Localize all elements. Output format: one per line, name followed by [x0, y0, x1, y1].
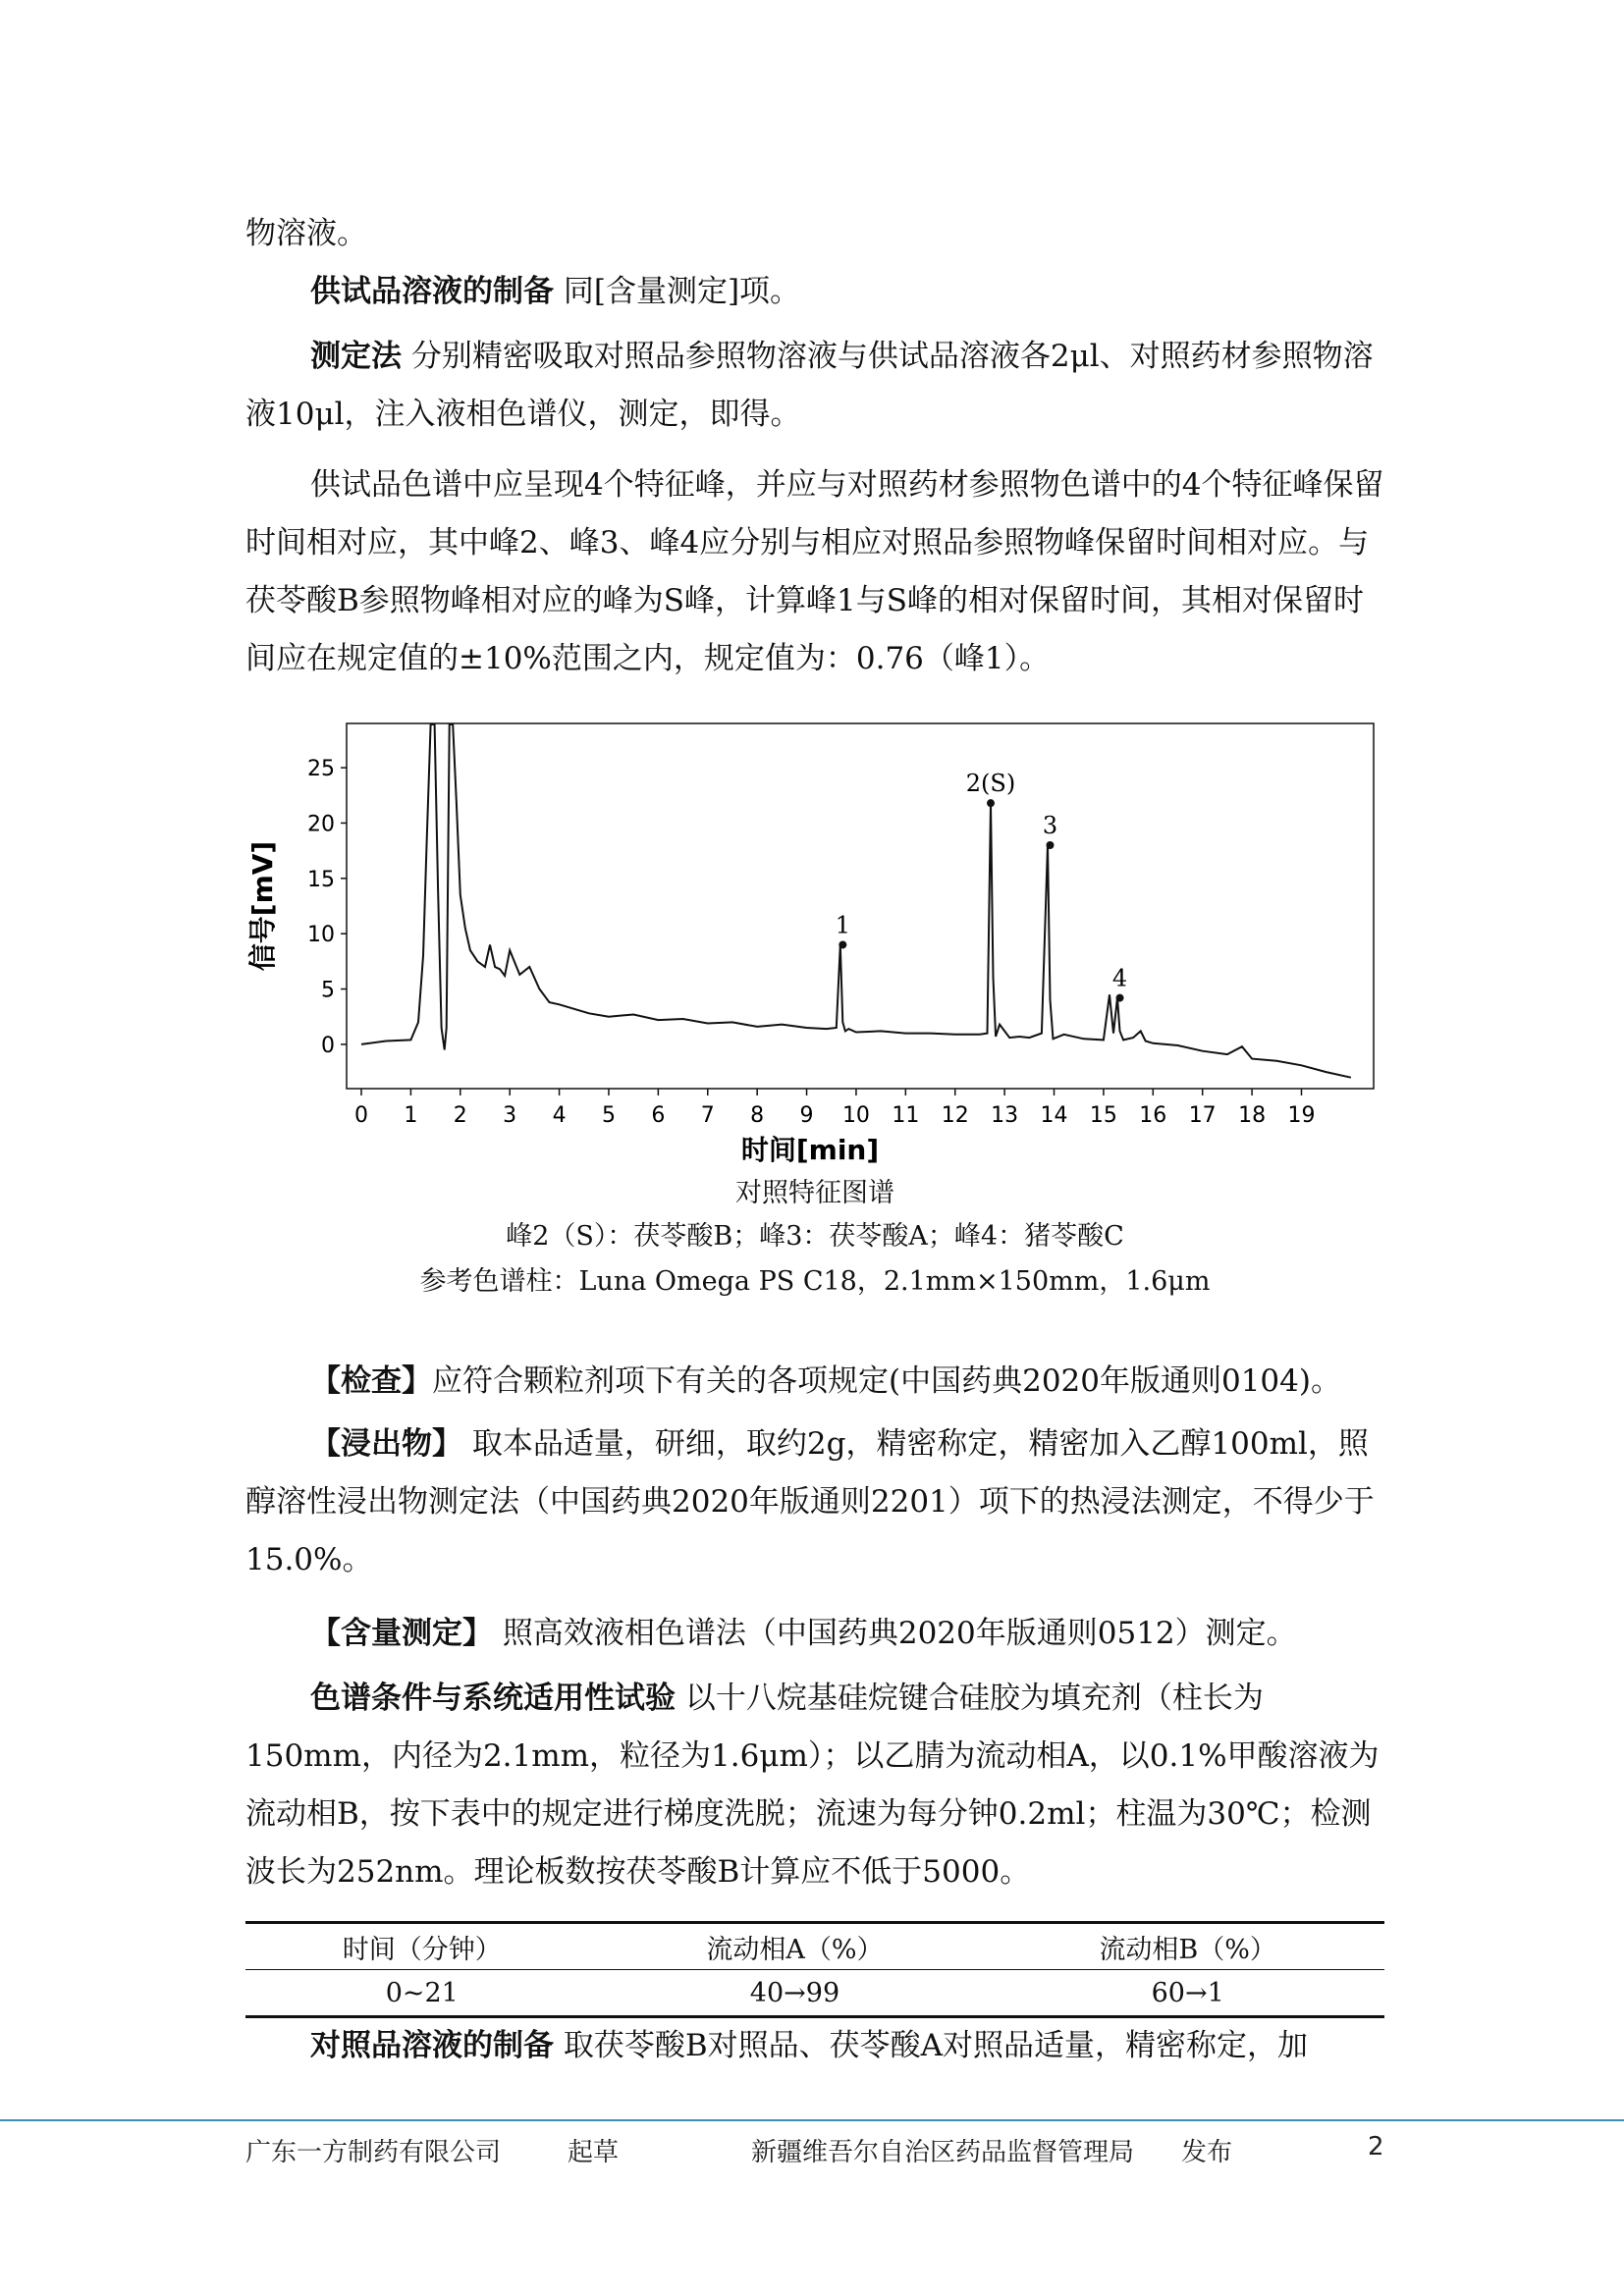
y-tick-label: 25: [307, 757, 335, 782]
figure-column-note: 参考色谱柱：Luna Omega PS C18，2.1mm×150mm，1.6μm: [419, 1266, 1211, 1297]
peak-marker: [1046, 841, 1054, 849]
y-axis-label: 信号[mV]: [246, 840, 279, 972]
x-tick-label: 9: [799, 1103, 814, 1128]
chromatogram-chart: [246, 720, 1380, 1171]
paragraph-text: 照高效液相色谱法（中国药典2020年版通则0512）测定。: [493, 1616, 1297, 1651]
paragraph-extract: [245, 1415, 1384, 1589]
x-tick-label: 12: [941, 1103, 969, 1128]
paragraph-chrom-conditions: [245, 1670, 1384, 1901]
footer-page-number: 2: [1368, 2132, 1384, 2162]
section-label: 色谱条件与系统适用性试验: [310, 1681, 676, 1716]
section-label: 供试品溶液的制备: [310, 274, 554, 309]
y-tick-label: 20: [307, 812, 335, 837]
table-header-time: 时间（分钟）: [245, 1923, 599, 1970]
paragraph-text: 取茯苓酸B对照品、茯苓酸A对照品适量，精密称定，加: [554, 2028, 1309, 2063]
section-label: 【浸出物】: [310, 1426, 462, 1462]
paragraph-reference-prep: [245, 2017, 1384, 2075]
x-tick-label: 2: [453, 1103, 467, 1128]
x-tick-label: 16: [1139, 1103, 1167, 1128]
x-tick-label: 15: [1089, 1103, 1117, 1128]
section-label: 对照品溶液的制备: [310, 2028, 554, 2063]
paragraph-method: [245, 328, 1384, 444]
figure-title: 对照特征图谱: [735, 1178, 894, 1208]
x-tick-label: 19: [1287, 1103, 1316, 1128]
peak-label: 1: [835, 911, 850, 939]
x-tick-label: 7: [700, 1103, 715, 1128]
paragraph-text: 分别精密吸取对照品参照物溶液与供试品溶液各2μl、对照药材参照物溶液10μl，注入液相色谱仪，测定，即得。: [245, 339, 1374, 432]
paragraph-text: 物溶液。: [245, 216, 367, 251]
paragraph-sample-prep: [245, 263, 1384, 321]
x-tick-label: 11: [892, 1103, 920, 1128]
x-tick-label: 0: [354, 1103, 368, 1128]
y-tick-label: 15: [307, 867, 335, 892]
chromatogram-trace: [361, 724, 1351, 1078]
paragraph-assay: [245, 1605, 1384, 1663]
section-label: 【含量测定】: [310, 1616, 493, 1651]
section-label: 【检查】: [310, 1363, 432, 1399]
footer-publish: 发布: [1181, 2138, 1233, 2167]
paragraph-text: 取本品适量，研细，取约2g，精密称定，精密加入乙醇100ml，照醇溶性浸出物测定法（中国药典2020年版通则2201）项下的热浸法测定，不得少于15.0%。: [245, 1426, 1375, 1577]
table-header-phase-b: 流动相B（%）: [991, 1923, 1384, 1970]
table-header-phase-a: 流动相A（%）: [599, 1923, 992, 1970]
peak-label: 2(S): [965, 770, 1016, 798]
chromatogram-svg: [246, 720, 1380, 1171]
peak-marker: [1116, 994, 1124, 1002]
x-tick-label: 18: [1238, 1103, 1267, 1128]
x-tick-label: 8: [750, 1103, 765, 1128]
x-tick-label: 6: [651, 1103, 666, 1128]
paragraph-text: 应符合颗粒剂项下有关的各项规定(中国药典2020年版通则0104)。: [432, 1363, 1341, 1399]
x-tick-label: 17: [1188, 1103, 1217, 1128]
paragraph-text: 同[含量测定]项。: [554, 274, 801, 309]
x-tick-label: 14: [1040, 1103, 1068, 1128]
x-axis-label: 时间[min]: [740, 1134, 880, 1166]
x-tick-label: 1: [404, 1103, 418, 1128]
table-cell: 40→99: [599, 1970, 992, 2017]
gradient-table: [245, 1921, 1384, 2018]
table-cell: 60→1: [991, 1970, 1384, 2017]
footer-agency: 新疆维吾尔自治区药品监督管理局: [751, 2138, 1135, 2167]
x-tick-label: 10: [841, 1103, 870, 1128]
plot-frame: [347, 723, 1374, 1089]
table-header-row: [245, 1923, 1384, 1970]
x-tick-label: 5: [601, 1103, 616, 1128]
peak-marker: [839, 940, 846, 948]
paragraph-text: 以十八烷基硅烷键合硅胶为填充剂（柱长为150mm，内径为2.1mm，粒径为1.6μm）；以乙腈为流动相A，以0.1%甲酸溶液为流动相B，按下表中的规定进行梯度洗脱；流速为每分钟0.2ml；柱温为30℃；检测波长为252nm。理论板数按茯苓酸B计算应不低于5000。: [245, 1681, 1380, 1890]
y-tick-label: 10: [307, 923, 335, 948]
footer-company: 广东一方制药有限公司: [245, 2138, 502, 2167]
y-tick-label: 5: [321, 978, 335, 1003]
peak-label: 4: [1111, 964, 1128, 992]
x-tick-label: 4: [552, 1103, 567, 1128]
y-tick-label: 0: [321, 1033, 335, 1058]
peak-marker: [987, 799, 995, 807]
table-row: [245, 1970, 1384, 2017]
figure-legend-peaks: 峰2（S）：茯苓酸B；峰3：茯苓酸A；峰4：猪苓酸C: [506, 1221, 1124, 1252]
peak-label: 3: [1042, 812, 1058, 839]
paragraph-text: 供试品色谱中应呈现4个特征峰，并应与对照药材参照物色谱中的4个特征峰保留时间相对应，其中峰2、峰3、峰4应分别与相应对照品参照物峰保留时间相对应。与茯苓酸B参照物峰相对应的峰为S峰，计算峰1与S峰的相对保留时间，其相对保留时间应在规定值的±10%范围之内，规定值为：0.76（峰1）。: [245, 467, 1384, 676]
section-label: 测定法: [310, 339, 402, 374]
footer-divider: [0, 2119, 1624, 2121]
x-tick-label: 13: [991, 1103, 1019, 1128]
x-tick-label: 3: [503, 1103, 517, 1128]
paragraph-peak-requirements: [245, 456, 1384, 688]
paragraph-continuation: [245, 205, 1384, 263]
table-cell: 0~21: [245, 1970, 599, 2017]
paragraph-inspection: [245, 1353, 1384, 1411]
footer-draft: 起草: [568, 2138, 620, 2167]
